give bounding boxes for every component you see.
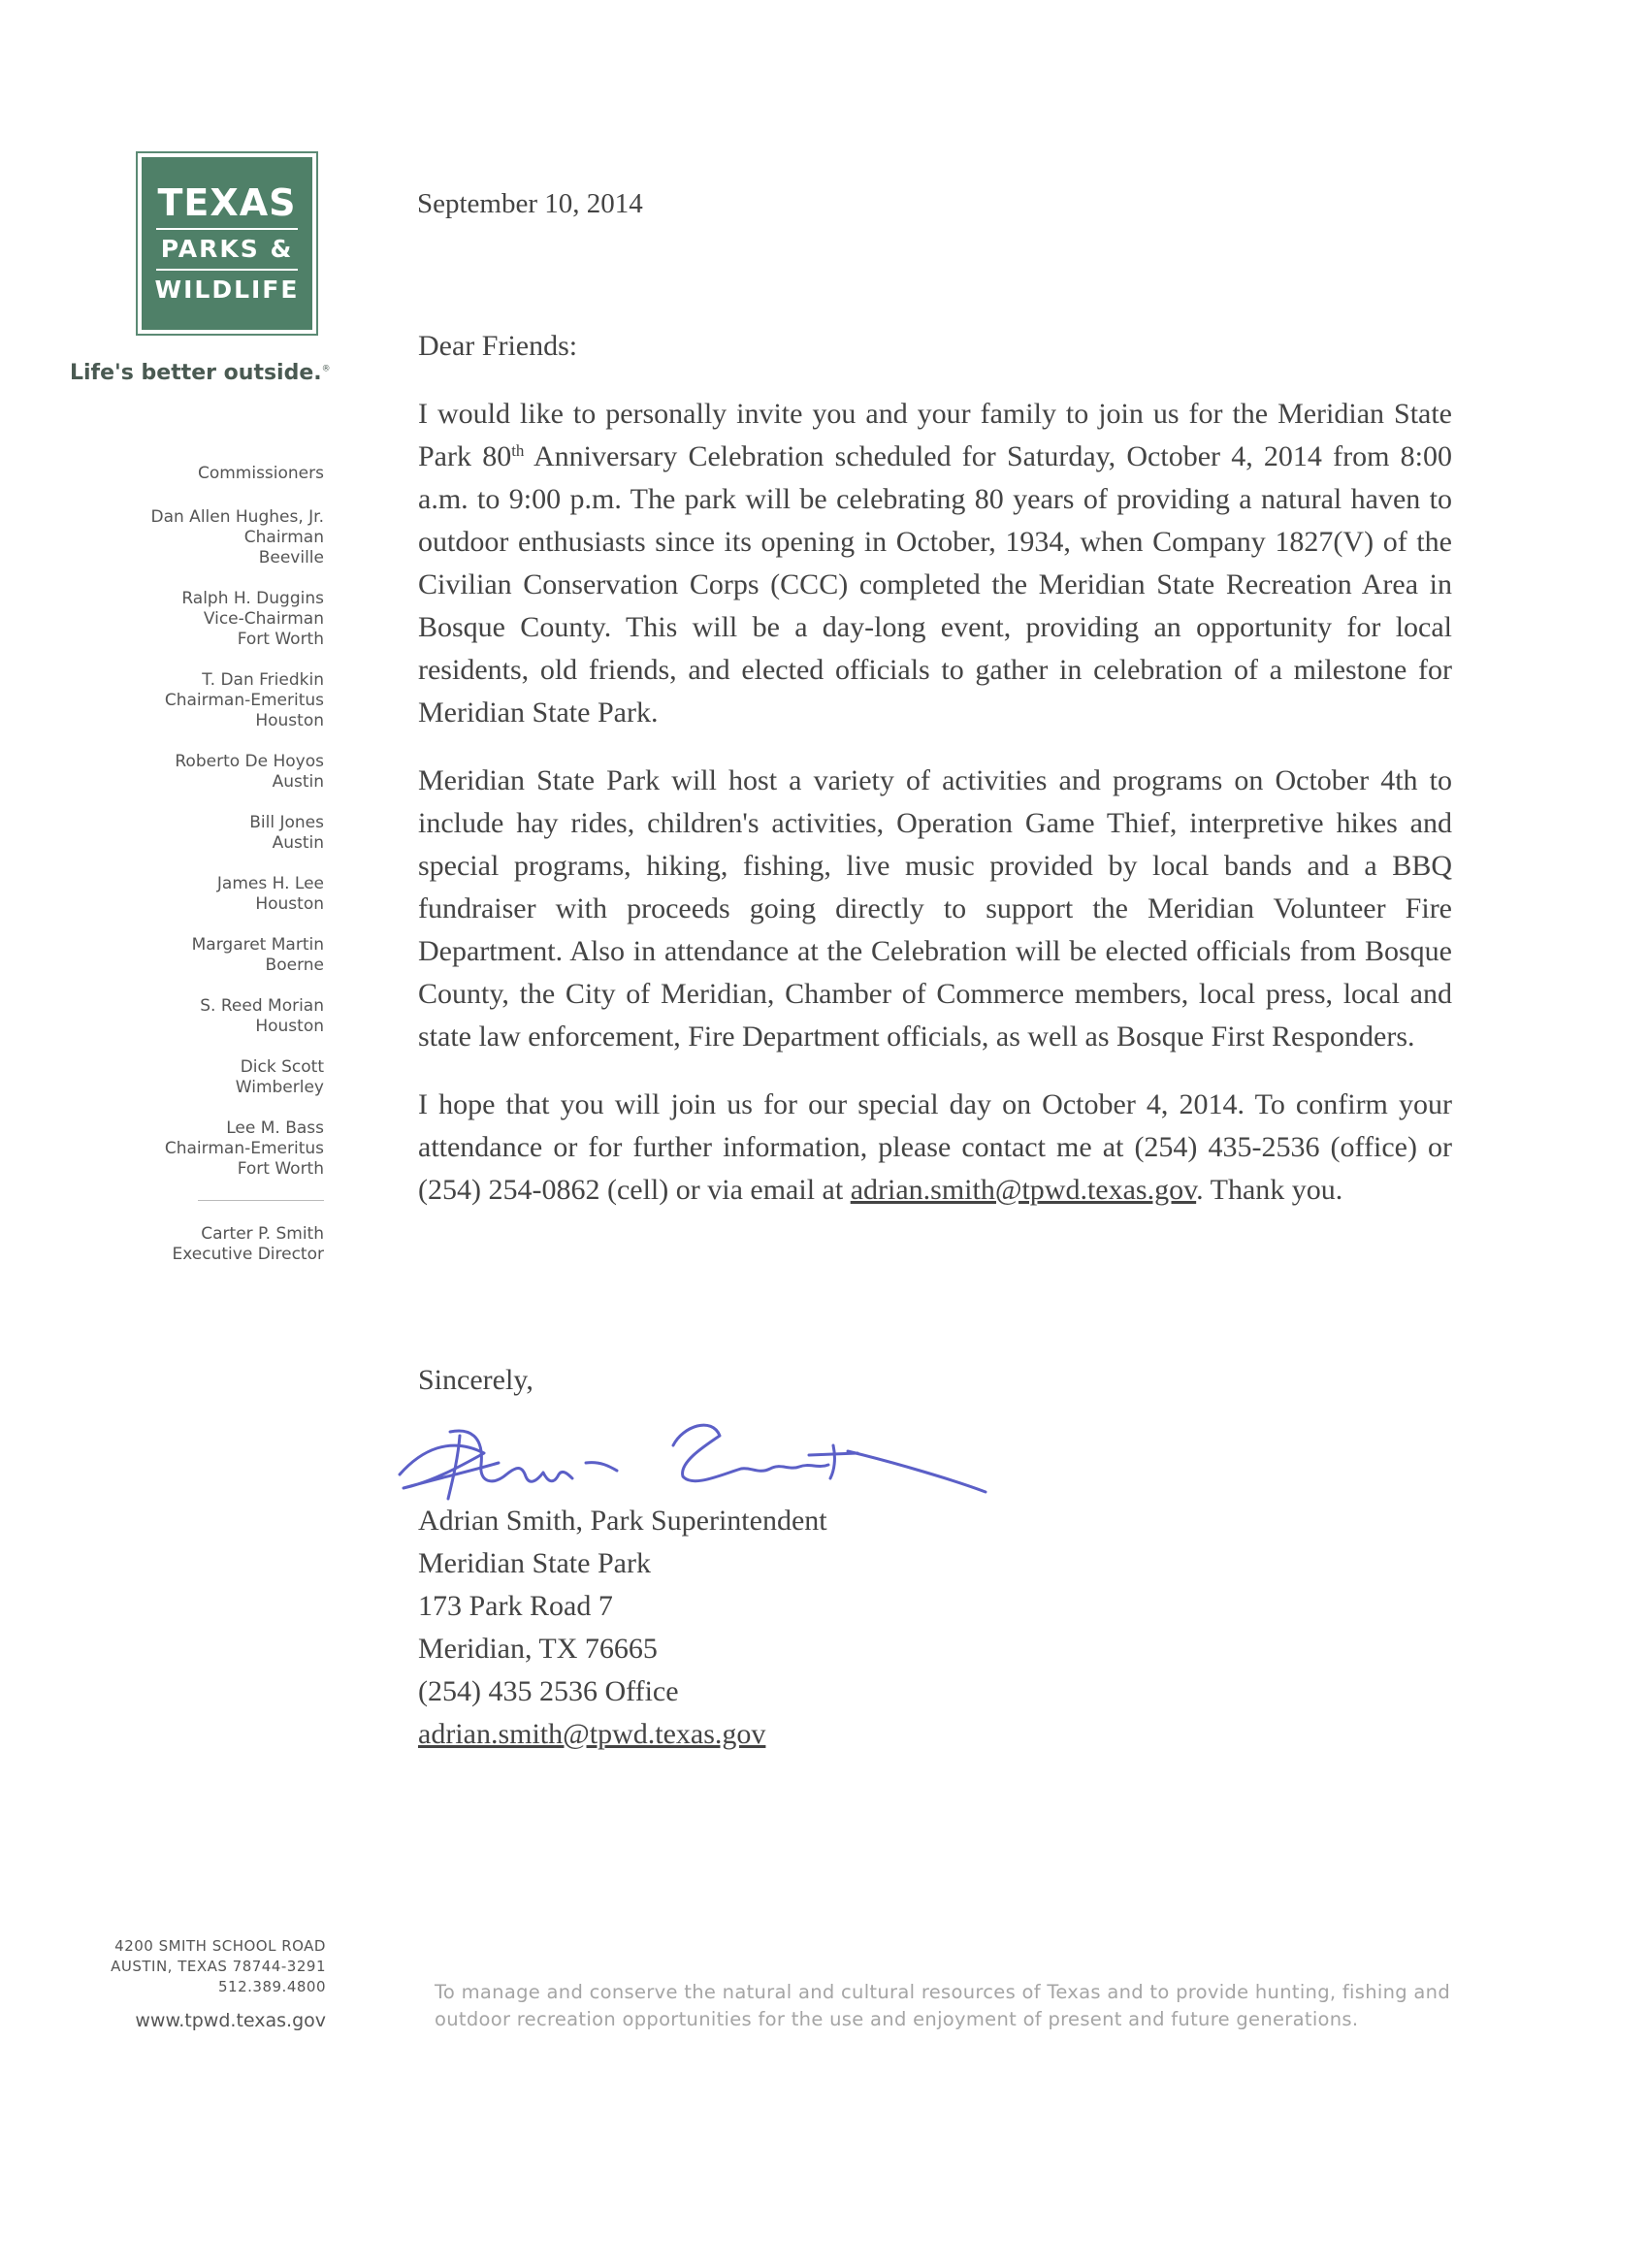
signature-block [418,1500,827,1756]
commissioner-name: Roberto De Hoyos [175,752,324,771]
commissioner-entry [58,935,324,976]
tagline [70,361,351,385]
letter-date: September 10, 2014 [417,188,643,219]
tpwd-logo [136,151,318,336]
paragraph-text: . Thank you. [1196,1174,1343,1206]
handwritten-signature [392,1407,993,1513]
commissioner-entry [58,1118,324,1180]
commissioner-city: Wimberley [235,1078,324,1097]
commissioner-city: Beeville [258,548,324,567]
commissioner-city: Houston [255,711,324,730]
letter-body [418,325,1452,1237]
commissioner-entry [58,996,324,1037]
address-city: AUSTIN, TEXAS 78744-3291 [111,1958,326,1975]
commissioner-name: Bill Jones [249,813,324,832]
commissioner-entry [58,752,324,793]
logo-text-texas: TEXAS [157,181,297,224]
sidebar-divider [198,1200,324,1201]
signer-street: 173 Park Road 7 [418,1590,613,1622]
paragraph-text: I hope that you will join us for our special day on October 4, 2014. To confirm your attendance or for further information, please contact me at (254) 435-2536 (office) or (254) 254-0862 (cell) or via email at [418,1088,1452,1206]
commissioner-name: James H. Lee [216,874,324,893]
commissioner-entry [58,670,324,731]
commissioner-city: Fort Worth [237,1159,324,1179]
salutation: Dear Friends: [418,330,578,362]
footer-address [58,1936,326,1997]
commissioner-city: Houston [255,1017,324,1036]
paragraph-invitation [418,393,1452,734]
commissioner-city: Boerne [265,956,324,975]
signer-organization: Meridian State Park [418,1547,651,1579]
commissioners-sidebar [58,464,324,1265]
commissioner-name: Margaret Martin [191,935,324,955]
commissioner-name: S. Reed Morian [200,996,324,1016]
signer-name-title: Adrian Smith, Park Superintendent [418,1505,827,1537]
registered-mark: ® [321,364,331,374]
commissioners-heading: Commissioners [197,464,324,483]
signer-city-state: Meridian, TX 76665 [418,1633,658,1665]
signer-phone: (254) 435 2536 Office [418,1675,679,1707]
signer-email-link[interactable]: adrian.smith@tpwd.texas.gov [418,1718,766,1750]
commissioner-entry [58,589,324,650]
logo-text-wildlife: WILDLIFE [154,275,300,304]
commissioner-city: Austin [272,772,324,792]
commissioner-city: Houston [255,894,324,914]
paragraph-activities: Meridian State Park will host a variety of activities and programs on October 4th to include hay rides, children's activities, Operation Game Thief, interpretive hikes and special programs, hiking, fishing, live music provided by local bands and a BBQ fundraiser with proceeds going directly to support the Meridian Volunteer Fire Department. Also in attendance at the Celebration will be elected officials from Bosque County, the City of Meridian, Chamber of Commerce members, local press, local and state law enforcement, Fire Department officials, as well as Bosque First Responders. [418,764,1452,1053]
email-link[interactable]: adrian.smith@tpwd.texas.gov [850,1174,1197,1206]
logo-divider [156,269,298,271]
tagline-text: Life's better outside. [70,361,322,385]
paragraph-text: I would like to personally invite you and your family to join us for the Meridian State Park 80 [418,398,1452,472]
commissioner-city: Fort Worth [237,630,324,649]
paragraph-contact [418,1084,1452,1212]
commissioner-entry [58,1057,324,1098]
commissioner-title: Chairman-Emeritus [164,691,324,710]
commissioner-name: Dick Scott [240,1057,324,1077]
commissioner-entry [58,507,324,568]
director-title: Executive Director [172,1245,324,1264]
commissioner-name: Ralph H. Duggins [181,589,324,608]
ordinal-suffix: th [511,441,525,460]
commissioner-city: Austin [272,833,324,853]
executive-director [58,1224,324,1265]
commissioner-name: Lee M. Bass [226,1118,324,1138]
paragraph-text: Anniversary Celebration scheduled for Saturday, October 4, 2014 from 8:00 a.m. to 9:00 p.m. The park will be celebrating 80 years of providing a natural haven to outdoor enthusiasts since its opening in October, 1934, when Company 1827(V) of the Civilian Conservation Corps (CCC) completed the Meridian State Recreation Area in Bosque County. This will be a day-long event, providing an opportunity for local residents, old friends, and elected officials to gather in celebration of a milestone for Meridian State Park. [418,440,1452,729]
commissioner-entry [58,874,324,915]
closing: Sincerely, [418,1364,534,1396]
address-street: 4200 SMITH SCHOOL ROAD [114,1937,326,1955]
address-phone: 512.389.4800 [218,1978,326,1995]
mission-statement: To manage and conserve the natural and cultural resources of Texas and to provide hunting, fishing and outdoor recreation opportunities for the use and enjoyment of present and future generations. [435,1981,1451,2030]
director-name: Carter P. Smith [201,1224,324,1244]
commissioner-title: Chairman [243,528,324,547]
footer-website-link[interactable]: www.tpwd.texas.gov [135,2010,326,2031]
tpwd-logo-panel [142,157,312,330]
logo-text-parks: PARKS & [160,235,294,263]
commissioner-title: Chairman-Emeritus [164,1139,324,1158]
commissioner-title: Vice-Chairman [203,609,324,629]
commissioner-name: T. Dan Friedkin [202,670,324,690]
logo-divider [156,228,298,230]
commissioner-name: Dan Allen Hughes, Jr. [150,507,324,527]
commissioner-entry [58,813,324,854]
